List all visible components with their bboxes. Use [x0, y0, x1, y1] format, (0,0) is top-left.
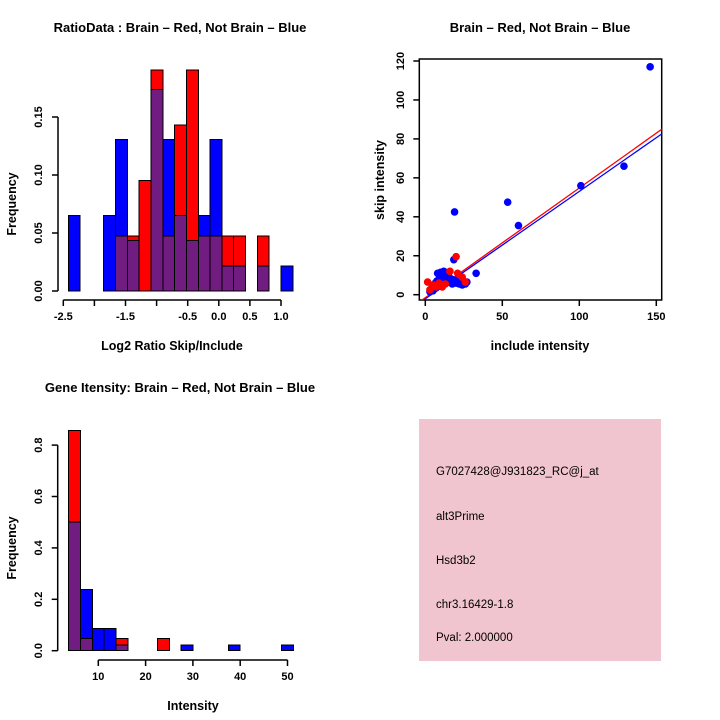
ratio-hist-title: RatioData : Brain – Red, Not Brain – Blue — [53, 20, 307, 35]
tick-label: 10 — [92, 671, 105, 683]
tick-label: 0 — [422, 311, 429, 323]
scatter-title: Brain – Red, Not Brain – Blue — [449, 20, 631, 35]
histogram-bar-overlap — [186, 241, 198, 291]
tick-label: 20 — [139, 671, 152, 683]
locus-text: chr3.16429-1.8 — [436, 599, 514, 611]
histogram-bar — [210, 140, 222, 236]
tick-label: 150 — [647, 311, 666, 323]
histogram-bar — [234, 236, 246, 266]
gene-info-panel — [419, 419, 661, 661]
info-panel-texture — [419, 419, 661, 661]
ratio-hist-xlabel: Log2 Ratio Skip/Include — [101, 339, 243, 353]
tick-label: 0 — [395, 291, 407, 298]
tick-label: 0.4 — [33, 540, 45, 556]
histogram-bar — [104, 628, 116, 650]
tick-label: 40 — [395, 210, 407, 223]
histogram-bar-overlap — [210, 236, 222, 291]
gene-hist-xlabel: Intensity — [167, 699, 219, 713]
histogram-bar-overlap — [234, 266, 246, 291]
tick-label: 0.05 — [33, 222, 45, 244]
tick-label: 40 — [234, 671, 247, 683]
tick-label: 30 — [186, 671, 200, 683]
tick-label: 0.6 — [33, 488, 45, 505]
histogram-bar-overlap — [163, 236, 175, 291]
histogram-bar-overlap — [257, 266, 269, 291]
scatter-point-red — [452, 253, 460, 261]
histogram-bar-overlap — [81, 638, 93, 650]
histogram-bar — [186, 70, 198, 241]
tick-label: 0.10 — [33, 164, 45, 186]
scatter-point-blue — [515, 222, 523, 230]
scatter-point-red — [462, 278, 470, 286]
scatter-point-blue — [451, 208, 459, 216]
scatter-point-blue — [646, 63, 654, 71]
histogram-bar — [151, 70, 163, 89]
histogram-bar — [139, 181, 151, 291]
histogram-bar — [68, 215, 80, 291]
tick-label: 0.2 — [33, 591, 45, 607]
pval-text: Pval: 2.000000 — [436, 632, 513, 644]
tick-label: 0.8 — [33, 437, 45, 453]
histogram-bar-overlap — [127, 241, 139, 291]
histogram-bar-overlap — [151, 89, 163, 291]
gene-hist-ylabel: Frequency — [5, 516, 19, 580]
tick-label: 0.0 — [33, 643, 45, 659]
histogram-bar-overlap — [116, 236, 128, 291]
splice-type-text: alt3Prime — [436, 511, 485, 523]
scatter-point-red — [446, 268, 454, 276]
histogram-bar — [198, 215, 210, 235]
histogram-bar-overlap — [198, 236, 210, 291]
plot-box — [419, 59, 661, 300]
histogram-bar — [181, 645, 193, 651]
scatter-point-blue — [577, 182, 585, 190]
histogram-bar — [116, 140, 128, 236]
tick-label: 20 — [395, 249, 407, 262]
histogram-bar — [157, 638, 169, 650]
gene-intensity-histogram-panel — [33, 430, 294, 683]
histogram-bar-overlap — [175, 215, 187, 291]
scatter-point-blue — [620, 162, 628, 170]
scatter-point-blue — [504, 198, 512, 206]
histogram-bar — [282, 645, 294, 651]
histogram-bar — [116, 638, 128, 645]
tick-label: 60 — [395, 171, 407, 184]
ratio-hist-ylabel: Frequency — [5, 172, 19, 236]
tick-label: 50 — [496, 311, 509, 323]
histogram-bar — [222, 236, 234, 266]
tick-label: 120 — [395, 51, 407, 71]
histogram-bar — [104, 215, 116, 291]
tick-label: -0.5 — [178, 311, 198, 323]
scatter-point-blue — [472, 269, 480, 277]
tick-label: -2.5 — [53, 311, 73, 323]
tick-label: 0.00 — [33, 280, 45, 302]
histogram-bar — [69, 430, 81, 522]
tick-label: 100 — [395, 90, 407, 110]
tick-label: 50 — [281, 671, 294, 683]
scatter-ylabel: skip intensity — [373, 140, 387, 220]
ratio-histogram-panel — [33, 70, 293, 323]
tick-label: 0.0 — [211, 311, 227, 323]
tick-label: -1.5 — [116, 311, 135, 323]
histogram-bar — [163, 140, 175, 236]
histogram-bar — [127, 236, 139, 241]
gene-name-text: Hsd3b2 — [436, 555, 476, 567]
histogram-bar — [81, 589, 93, 638]
gene-hist-title: Gene Itensity: Brain – Red, Not Brain – Blue — [44, 380, 316, 395]
tick-label: 80 — [395, 132, 407, 146]
scatter-xlabel: include intensity — [490, 339, 590, 353]
histogram-bar-overlap — [116, 645, 128, 651]
tick-label: 0.15 — [33, 106, 45, 128]
intensity-scatter-panel — [395, 52, 665, 323]
scatter-point-red — [442, 280, 450, 288]
histogram-bar — [257, 236, 269, 266]
histogram-bar — [281, 266, 293, 291]
histogram-bar — [92, 628, 104, 650]
histogram-bar-overlap — [222, 266, 234, 291]
histogram-bar — [228, 645, 240, 651]
histogram-bar-overlap — [69, 522, 81, 651]
tick-label: 0.5 — [242, 311, 258, 323]
tick-label: 100 — [570, 311, 589, 323]
histogram-bar — [175, 125, 187, 215]
tick-label: 1.0 — [273, 311, 289, 323]
probe-id-text: G7027428@J931823_RC@j_at — [436, 466, 599, 478]
